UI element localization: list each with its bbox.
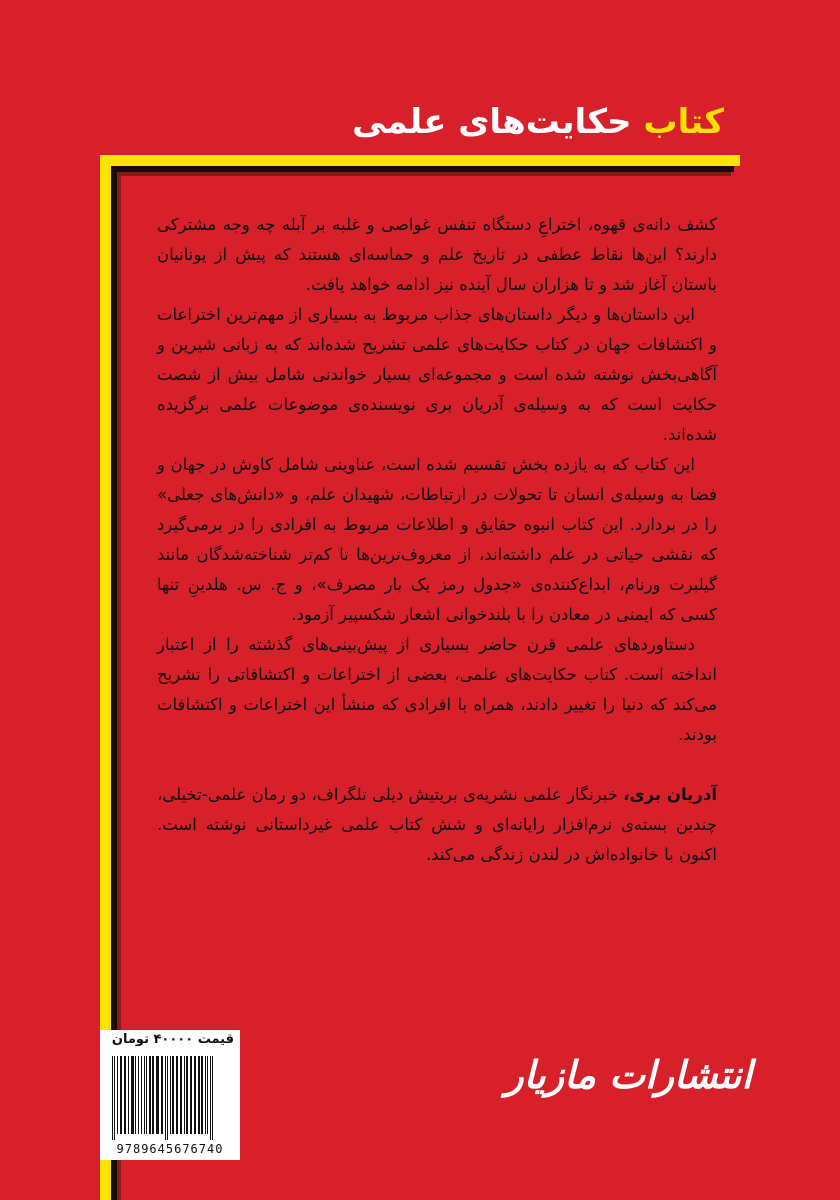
back-cover-description <box>157 210 717 870</box>
frame-top-dark-red-stripe <box>117 172 731 176</box>
barcode-bar <box>165 1056 166 1140</box>
barcode-bar <box>120 1056 122 1134</box>
barcode-bar <box>131 1056 134 1134</box>
paragraph-stories: این داستان‌ها و دیگر داستان‌های جذاب مربوط به بسیاری از مهم‌ترین اختراعات و اکتشافات جهان در کتاب حکایت‌های علمی تشریح شده‌اند که به زبانی شیرین و آگاهی‌بخش نوشته شده است و مجموعه‌ای بسیار خواندنی شامل بیش از شصت حکایت است که به وسیله‌ی آدریان بری نویسنده‌ی موضوعات علمی برگزیده شده‌اند. <box>157 305 717 444</box>
barcode-bar <box>170 1056 171 1134</box>
barcode-image <box>110 1056 230 1140</box>
barcode-bar <box>212 1056 213 1140</box>
barcode-bar <box>128 1056 129 1134</box>
barcode-bar <box>205 1056 206 1134</box>
barcode-bar <box>207 1056 208 1134</box>
book-title-word-ketab: کتاب <box>643 102 724 142</box>
book-title <box>352 100 724 144</box>
barcode-bar <box>210 1056 211 1140</box>
barcode-bar <box>124 1056 126 1134</box>
barcode-bar <box>135 1056 136 1134</box>
isbn-number: 9789645676740 <box>116 1142 224 1156</box>
barcode-bar <box>194 1056 196 1134</box>
barcode-bar <box>149 1056 151 1134</box>
barcode-bar <box>146 1056 147 1134</box>
paragraph-sections: این کتاب که به یازده بخش تقسیم شده است، عناوینی شامل کاوش در جهان و فضا به وسیله‌ی انسان تا تحولات در ارتباطات، شهیدان علم، و «دانش‌های جعلی» را در بردارد. این کتاب انبوه حقایق و اطلاعات مربوط به افرادی را در برمی‌گیرد که نقشی حیاتی در علم داشته‌اند، از معروف‌ترین‌ها تا کم‌تر شناخته‌شدگان مانند گیلبرت ورنام، ابداع‌کننده‌ی «جدول رمز یک بار مصرف»، و ج. س. هلدینِ تنها کسی که ایمنی در معادن را با بلندخوانی اشعار شکسپیر آزمود. <box>157 455 717 624</box>
author-bio-text: خبرنگار علمی نشریه‌ی بریتیش دیلی تلگراف، دو رمان علمی-تخیلی، چندین بسته‌ی نرم‌افزار رایانه‌ای و شش کتاب علمی غیرداستانی نوشته است. اکنون با خانواده‌اش در لندن زندگی می‌کند. <box>157 785 717 864</box>
author-bio <box>157 780 717 870</box>
barcode-bar <box>152 1056 154 1134</box>
barcode-label <box>100 1030 240 1160</box>
barcode-bar <box>138 1056 139 1134</box>
barcode-bar <box>186 1056 188 1134</box>
barcode-bar <box>190 1056 192 1134</box>
barcode-bar <box>114 1056 115 1140</box>
barcode-bar <box>144 1056 145 1134</box>
barcode-bar <box>117 1056 118 1134</box>
publisher-logo: انتشارات مازیار <box>505 1052 752 1097</box>
barcode-bar <box>161 1056 163 1134</box>
book-title-main: حکایت‌های علمی <box>352 102 632 142</box>
barcode-bar <box>184 1056 185 1134</box>
barcode-bar <box>172 1056 174 1134</box>
paragraph-achievements: دستاوردهای علمی قرن حاضر بسیاری از پیش‌بینی‌های گذشته را از اعتبار انداخته است. کتاب حکایت‌های علمی، بعضی از اختراعات و اکتشافاتی را تشریح می‌کند که دنیا را تغییر دادند، همراه با افرادی که منشأ این اختراعات و اکتشافات بودند. <box>157 635 717 744</box>
frame-top-yellow-stripe <box>100 155 740 166</box>
barcode-bar <box>141 1056 142 1134</box>
barcode-bar <box>201 1056 203 1134</box>
barcode-bar <box>198 1056 200 1134</box>
paragraph-intro: کشف دانه‌ی قهوه، اختراعِ دستگاه تنفس غواصی و غلبه بر آبله چه وجه مشترکی دارند؟ این‌ها نقاط عطفی در تاریخ علم و حماسه‌ای هستند که پیش از یونانیان باستان آغاز شد و تا هزاران سال آینده نیز ادامه خواهد یافت. <box>157 215 717 294</box>
barcode-bar <box>167 1056 168 1140</box>
barcode-bar <box>112 1056 113 1140</box>
author-name: آدریان بری، <box>623 785 718 804</box>
barcode-bar <box>176 1056 178 1134</box>
price-label: قیمت ۴۰۰۰۰ تومان <box>111 1032 234 1047</box>
barcode-bar <box>180 1056 182 1134</box>
barcode-bar <box>156 1056 159 1134</box>
